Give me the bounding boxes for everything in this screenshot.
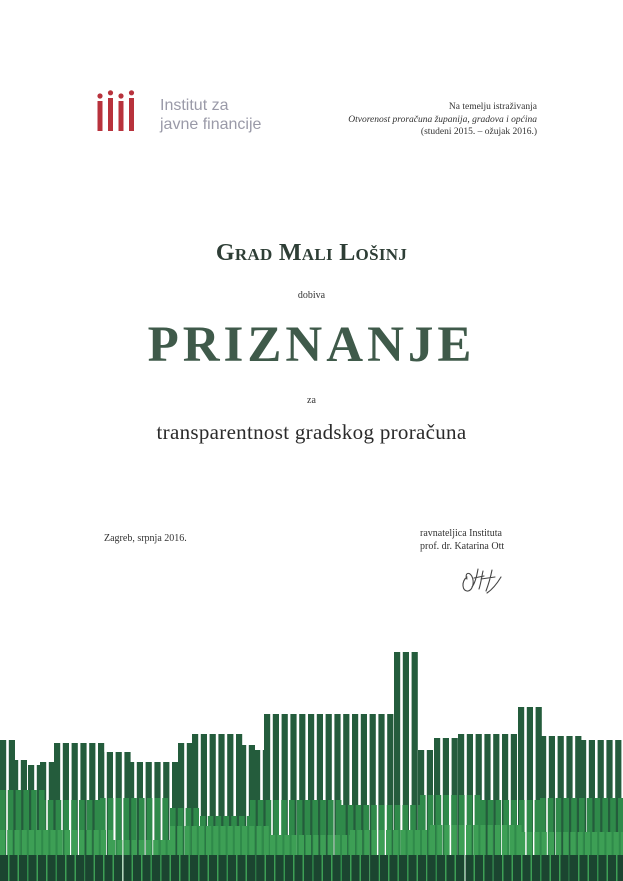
institute-name — [160, 96, 261, 134]
signatory-name: prof. dr. Katarina Ott — [420, 540, 505, 552]
research-note — [348, 101, 537, 139]
institute-name-line2: javne financije — [160, 116, 262, 133]
research-title: Otvorenost proračuna županija, gradova i općina — [348, 114, 537, 125]
institute-name-line1: Institut za — [160, 97, 229, 114]
award-reason: transparentnost gradskog proračuna — [156, 420, 467, 444]
skyline-layers — [0, 652, 623, 881]
city-skyline-graphic — [0, 640, 623, 881]
signatory-title: ravnateljica Instituta — [420, 528, 502, 539]
place-date: Zagreb, srpnja 2016. — [104, 533, 187, 544]
institute-logo-icon — [96, 90, 136, 132]
signature-icon — [460, 565, 502, 597]
verb-text: dobiva — [297, 290, 326, 301]
research-period: (studeni 2015. – ožujak 2016.) — [420, 127, 537, 137]
signatory — [420, 528, 504, 553]
recipient-name: Grad Mali Lošinj — [215, 240, 408, 266]
preposition-text: za — [307, 395, 316, 406]
award-title: PRIZNANJE — [147, 317, 476, 373]
research-line1: Na temelju istraživanja — [448, 102, 537, 112]
